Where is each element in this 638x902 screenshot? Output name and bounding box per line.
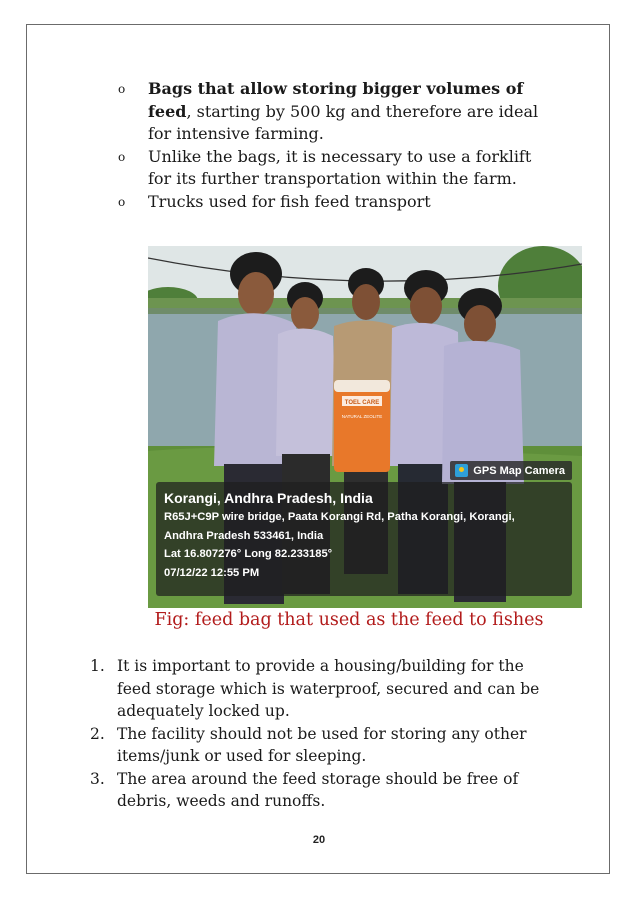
gps-map-camera-badge — [450, 461, 572, 480]
gps-location-overlay — [156, 482, 572, 596]
bullet-text: Trucks used for fish feed transport — [148, 191, 431, 211]
gps-camera-icon — [455, 464, 468, 477]
gps-badge-label: GPS Map Camera — [473, 464, 565, 477]
bullet-marker: o — [118, 149, 126, 164]
feed-bag — [334, 380, 390, 472]
bullet-bold-text: Bags that allow storing bigger volumes of feed — [148, 79, 524, 121]
page-number: 20 — [312, 834, 326, 846]
item-text: It is important to provide a housing/building for the feed storage which is waterproof, secured and can be adequately locked up. — [117, 657, 540, 720]
item-text: The facility should not be used for storing any other items/junk or used for sleeping. — [117, 724, 527, 765]
numbered-item — [90, 768, 550, 813]
bullet-text: Unlike the bags, it is necessary to use a forklift for its further transportation within the farm. — [148, 146, 532, 188]
bullet-marker: o — [118, 194, 126, 209]
item-text: The area around the feed storage should be free of debris, weeds and runoffs. — [117, 769, 519, 810]
gps-place: Korangi, Andhra Pradesh, India — [164, 490, 373, 506]
bullet-marker: o — [118, 82, 126, 96]
bag-label: TOEL CARE — [344, 400, 380, 406]
feed-bag-photo — [148, 246, 582, 608]
numbered-item — [90, 723, 550, 768]
numbered-item — [90, 655, 550, 723]
numbered-list — [90, 655, 550, 813]
gps-address-line1: R65J+C9P wire bridge, Paata Korangi Rd, Patha Korangi, Korangi, — [164, 511, 515, 523]
bullet-list — [118, 78, 558, 213]
item-number: 1. — [90, 657, 105, 675]
figure-caption: Fig: feed bag that used as the feed to fishes — [154, 610, 544, 630]
bullet-text: , starting by 500 kg and therefore are ideal for intensive farming. — [148, 101, 539, 143]
bag-sublabel: NATURAL ZEOLITE — [341, 414, 383, 419]
item-number: 2. — [90, 724, 105, 743]
gps-address-line2: Andhra Pradesh 533461, India — [164, 529, 324, 542]
gps-datetime: 07/12/22 12:55 PM — [164, 566, 260, 579]
bullet-item — [118, 191, 558, 214]
gps-coordinates: Lat 16.807276° Long 82.233185° — [164, 548, 333, 560]
item-number: 3. — [90, 769, 105, 788]
bullet-item — [118, 146, 558, 191]
bullet-item — [118, 78, 558, 146]
